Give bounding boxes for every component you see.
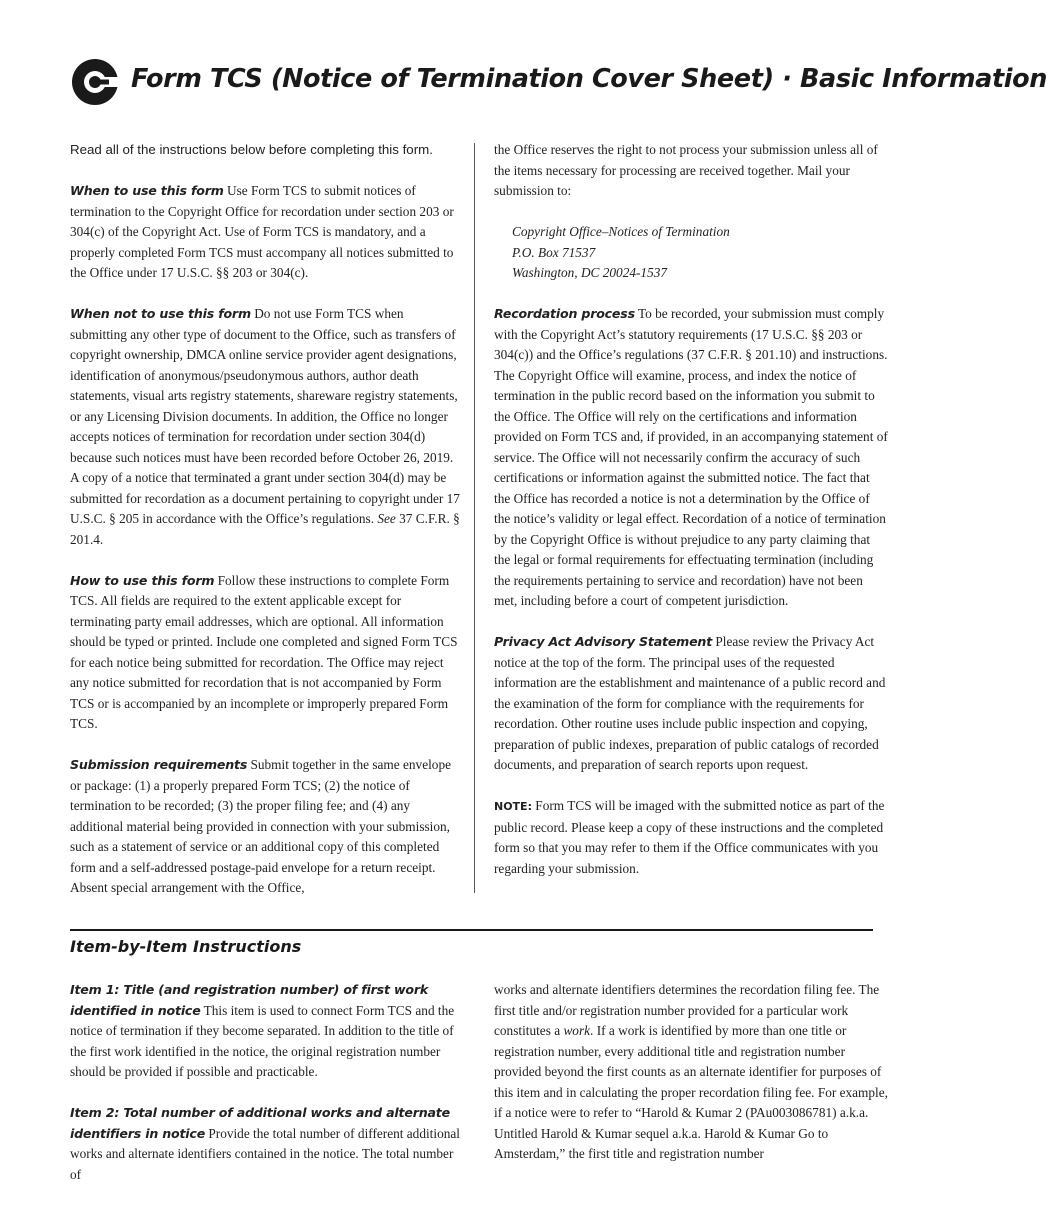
see-reference: See bbox=[377, 511, 396, 526]
how-to-use-heading: How to use this form bbox=[70, 572, 215, 588]
privacy-paragraph bbox=[494, 632, 888, 776]
left-column bbox=[70, 140, 460, 919]
when-to-use-heading: When to use this form bbox=[70, 183, 224, 198]
item-2-continued-text-b: . If a work is identified by more than one title or registration number, every additional title and registration number provided beyond the first counts as an alternate identifier for purposes of this item and in calculating the proper recordation filing fee. For example, if a notice were to refer to “Harold & Kumar 2 (PAu003086781) a.k.a. Untitled Harold & Kumar sequel a.k.a. Harold & Kumar Go to Amsterdam,” the first title and registration number bbox=[494, 1023, 888, 1161]
right-column bbox=[494, 140, 888, 900]
section-rule bbox=[70, 929, 873, 931]
how-to-use-paragraph bbox=[70, 571, 460, 735]
address-line-2: P.O. Box 71537 bbox=[512, 244, 596, 260]
submission-heading: Submission requirements bbox=[70, 757, 248, 772]
item-2-continued-paragraph bbox=[494, 980, 888, 1165]
privacy-text: Please review the Privacy Act notice at the top of the form. The principal uses of the requested information are the establishment and maintenance of a public record and the examination of the form for compliance with the requirements for recordation. Other routine uses include public inspection and copying, preparation of public indexes, preparation of public catalogs of recorded documents, and preparation of search reports upon request. bbox=[494, 634, 886, 772]
address-line-3: Washington, DC 20024-1537 bbox=[512, 265, 668, 280]
how-to-use-text: Follow these instructions to complete Form TCS. All fields are required to the extent applicable except for terminating party email addresses, which are optional. All information should be typed or printed. Include one completed and signed Form TCS for each notice being submitted for recordation. The Office may reject any notice submitted for recordation that is not accompanied by Form TCS or is accompanied by an incomplete or improperly prepared Form TCS. bbox=[70, 572, 458, 731]
section-title: Item-by-Item Instructions bbox=[70, 937, 302, 956]
item-2-continued-text-a: works and alternate identifiers determines the recordation filing fee. The first title and/or registration number provided for a particular work constitutes a bbox=[494, 982, 880, 1038]
items-right-column bbox=[494, 980, 888, 1185]
note-text: Form TCS will be imaged with the submitted notice as part of the public record. Please keep a copy of these instructions and the completed form so that you may refer to them if the Office communicates with you regarding your submission. bbox=[494, 798, 885, 876]
when-to-use-paragraph bbox=[70, 181, 460, 284]
work-emphasis: work bbox=[563, 1023, 591, 1038]
item-2-heading: Item 2: Total number of additional works and alternate identifiers in notice bbox=[70, 1105, 450, 1141]
cfr-citation: 37 C.F.R. § 201.4. bbox=[70, 511, 460, 547]
copyright-office-logo-icon bbox=[70, 57, 120, 107]
note-label: NOTE: bbox=[494, 800, 532, 813]
continued-paragraph: the Office reserves the right to not process your submission unless all of the items necessary for processing are received together. Mail your submission to: bbox=[494, 142, 878, 198]
item-1-heading: Item 1: Title (and registration number) of first work identified in notice bbox=[70, 982, 429, 1018]
item-2-text: Provide the total number of different additional works and alternate identifiers contained in the notice. The total number of bbox=[70, 1125, 460, 1182]
privacy-heading: Privacy Act Advisory Statement bbox=[494, 634, 713, 649]
recordation-text: To be recorded, your submission must comply with the Copyright Act’s statutory requirements (17 U.S.C. §§ 203 or 304(c)) and the Office’s regulations (37 C.F.R. § 201.10) and instructions. The Copyright Office will examine, process, and index the notice of termination in the public record based on the information you submit to the Office. The Office will rely on the certifications and information provided on Form TCS and, if provided, in an accompanying statement of service. The Office will not necessarily confirm the accuracy of such certifications or information against the submitted notice. The fact that the Office has recorded a notice is not a determination by the Office of the notice’s validity or legal effect. Recordation of a notice of termination by the Copyright Office is without prejudice to any party claiming that the legal or formal requirements for effectuating termination (including the requirements pertaining to service and recordation) have not been met, including before a court of competent jurisdiction. bbox=[494, 306, 888, 608]
item-1-paragraph bbox=[70, 980, 460, 1083]
when-not-to-use-paragraph bbox=[70, 304, 460, 550]
recordation-paragraph bbox=[494, 304, 888, 612]
address-line-1: Copyright Office–Notices of Termination bbox=[512, 224, 730, 239]
item-2-paragraph bbox=[70, 1103, 460, 1185]
when-to-use-text: Use Form TCS to submit notices of termination to the Copyright Office for recordation under section 203 or 304(c) of the Copyright Act. Use of Form TCS is mandatory, and a properly completed Form TCS must accompany all notices submitted to the Office under 17 U.S.C. §§ 203 or 304(c). bbox=[70, 183, 454, 280]
lead-instruction: Read all of the instructions below before completing this form. bbox=[70, 142, 433, 157]
submission-text: Submit together in the same envelope or package: (1) a properly prepared Form TCS; (2) the notice of termination to be recorded; (3) the proper filing fee; and (4) any additional material being provided in connection with your submission, such as a statement of service or an additional copy of this completed form and a self-addressed postage-paid envelope for a return receipt. Absent special arrangement with the Office, bbox=[70, 757, 451, 895]
submission-paragraph bbox=[70, 755, 460, 899]
column-divider bbox=[474, 143, 475, 893]
items-left-column bbox=[70, 980, 460, 1206]
note-paragraph bbox=[494, 796, 888, 879]
when-not-to-use-heading: When not to use this form bbox=[70, 306, 251, 321]
page-title: Form TCS (Notice of Termination Cover Sheet) · Basic Information bbox=[131, 64, 1047, 94]
recordation-heading: Recordation process bbox=[494, 306, 635, 321]
when-not-to-use-text: Do not use Form TCS when submitting any other type of document to the Office, such as transfers of copyright ownership, DMCA online service provider agent designations, identification of anonymous/pseudonymous authors, author death statements, visual arts registry statements, shareware registry statements, or any Licensing Division documents. In addition, the Office no longer accepts notices of termination for recordation under section 304(d) because such notices must have been recorded before October 26, 2019. A copy of a notice that terminated a grant under section 304(d) may be submitted for recordation as a document pertaining to copyright under 17 U.S.C. § 205 in accordance with the Office’s regulations. bbox=[70, 306, 460, 526]
mailing-address bbox=[512, 222, 888, 284]
item-1-text: This item is used to connect Form TCS and the notice of termination if they become separated. In addition to the title of the first work identified in the notice, the original registration number should be provided if possible and practicable. bbox=[70, 1002, 455, 1079]
